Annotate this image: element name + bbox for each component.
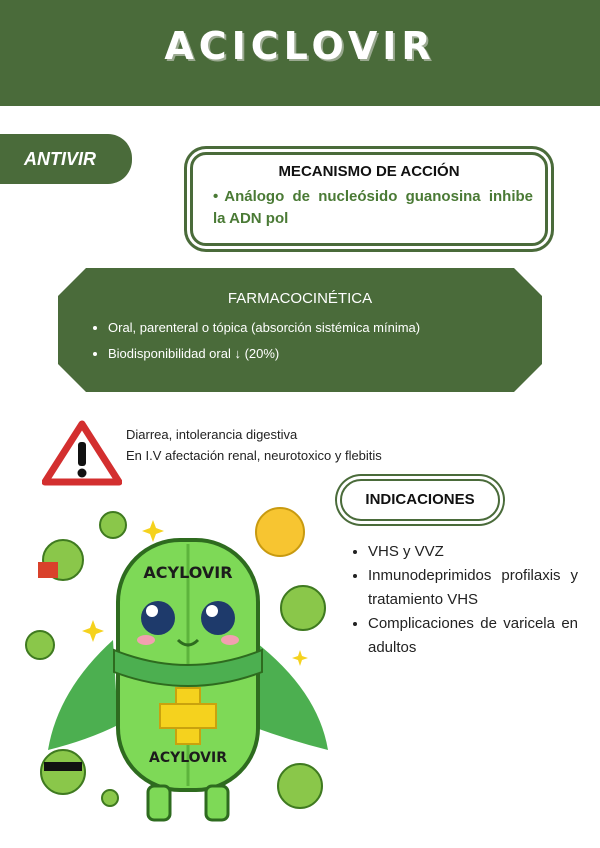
illustration-label-bottom: ACYLOVIR (148, 750, 228, 766)
sun-virus-character (256, 508, 304, 556)
list-item: • Complicaciones de varicela en adultos (368, 612, 578, 660)
sparkle-icon (292, 650, 308, 666)
warning-triangle-icon (42, 420, 122, 486)
adverse-line: En I.V afectación renal, neurotoxico y flebitis (126, 448, 382, 463)
illustration-label-top: ACYLOVIR (143, 563, 233, 582)
virus-character (100, 512, 126, 538)
acyclovir-hero-illustration (18, 500, 348, 830)
mechanism-text: Análogo de nucleósido guanosina inhibe la ADN pol (213, 188, 533, 227)
virus-character (26, 631, 54, 659)
indications-badge: INDICACIONES (340, 479, 500, 521)
sparkle-icon (142, 520, 164, 542)
category-tag: ANTIVIR (0, 134, 132, 184)
mechanism-title: MECANISMO DE ACCIÓN (278, 163, 460, 180)
list-item: • VHS y VVZ (368, 540, 578, 564)
page-title: ACICLOVIR (164, 24, 436, 68)
list-item: • Biodisponibilidad oral ↓ (20%) (108, 341, 542, 367)
list-item: • Oral, parenteral o tópica (absorción sistémica mínima) (108, 315, 542, 341)
title-banner (0, 0, 600, 106)
virus-character (281, 586, 325, 630)
virus-character (102, 790, 118, 806)
list-item: • Inmunodeprimidos profilaxis y tratamiento VHS (368, 564, 578, 612)
mechanism-box (190, 152, 548, 246)
adverse-line: Diarrea, intolerancia digestiva (126, 427, 298, 442)
virus-character (41, 750, 85, 794)
indications-list (350, 540, 578, 660)
pharmacokinetics-box (58, 268, 542, 392)
bullet: • (213, 188, 219, 205)
pharmacokinetics-title: FARMACOCINÉTICA (227, 290, 373, 307)
sparkle-icon (82, 620, 104, 642)
mechanism-item (213, 186, 533, 230)
virus-character (38, 540, 83, 580)
virus-character (278, 764, 322, 808)
adverse-effects (126, 424, 382, 466)
